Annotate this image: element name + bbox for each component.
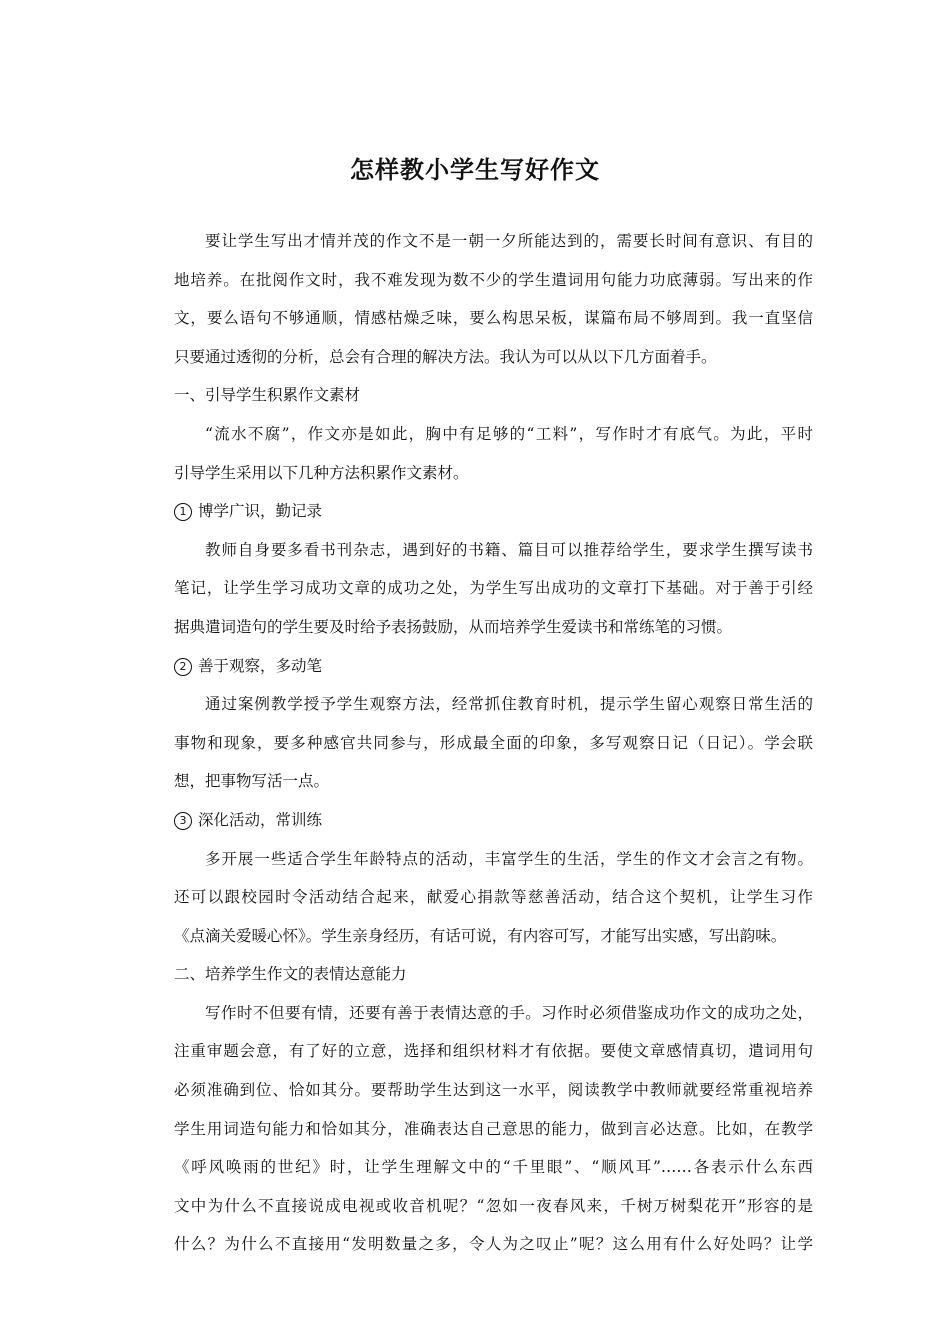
text-line: 文，要么语句不够通顺，情感枯燥乏味，要么构思呆板，谋篇布局不够周到。我一直坚信 <box>174 309 813 328</box>
text-line: 文中为什么不直接说成电视或收音机呢？“忽如一夜春风来，千树万树梨花开”形容的是 <box>174 1196 813 1215</box>
text-line: 通过案例教学授予学生观察方法，经常抓住教育时机，提示学生留心观察日常生活的 <box>205 695 813 714</box>
text-line: 引导学生采用以下几种方法积累作文素材。 <box>174 463 469 482</box>
paragraph-activities <box>143 840 813 956</box>
text-line: 《点滴关爱暖心怀》。学生亲身经历，有话可说，有内容可写，才能写出实感，写出韵味。 <box>174 926 787 945</box>
subheading-1 <box>143 492 813 531</box>
text-line: 《呼风唤雨的世纪》时，让学生理解文中的“千里眼”、“顺风耳”……各表示什么东西 <box>174 1158 813 1177</box>
subheading-text: 深化活动，常训练 <box>198 810 323 829</box>
text-line: “流水不腐”，作文亦是如此，胸中有足够的“工料”，写作时才有底气。为此，平时 <box>205 424 813 443</box>
circled-number: 2 <box>174 658 192 676</box>
document-body <box>143 222 813 1264</box>
text-line: 要让学生写出才情并茂的作文不是一朝一夕所能达到的，需要长时间有意识、有目的 <box>205 232 813 250</box>
section-heading-2: 二、培养学生作文的表情达意能力 <box>174 965 407 984</box>
paragraph-accumulate <box>143 415 813 492</box>
text-line: 想，把事物写活一点。 <box>174 772 330 791</box>
subheading-3 <box>143 801 813 840</box>
text-line: 注重审题会意，有了好的立意，选择和组织材料才有依据。要使文章感情真切，遣词用句 <box>174 1042 813 1061</box>
document-title: 怎样教小学生写好作文 <box>350 155 600 184</box>
text-line: 必须准确到位、恰如其分。要帮助学生达到这一水平，阅读教学中教师就要经常重视培养 <box>174 1081 813 1100</box>
text-line: 地培养。在批阅作文时，我不难发现为数不少的学生遣词用句能力功底薄弱。写出来的作 <box>174 270 813 289</box>
paragraph-expression <box>143 994 813 1264</box>
text-line: 只要通过透彻的分析，总会有合理的解决方法。我认为可以从以下几方面着手。 <box>174 347 717 366</box>
text-line: 写作时不但要有情，还要有善于表情达意的手。习作时必须借鉴成功作文的成功之处， <box>205 1003 813 1022</box>
paragraph-reading <box>143 531 813 647</box>
text-line: 还可以跟校园时令活动结合起来，献爱心捐款等慈善活动，结合这个契机，让学生习作 <box>174 888 813 907</box>
text-line: 笔记，让学生学习成功文章的成功之处，为学生写出成功的文章打下基础。对于善于引经 <box>174 579 813 598</box>
text-line: 学生用词造句能力和恰如其分，准确表达自己意思的能力，做到言必达意。比如，在教学 <box>174 1119 813 1138</box>
text-line: 教师自身要多看书刊杂志，遇到好的书籍、篇目可以推荐给学生，要求学生撰写读书 <box>205 540 813 559</box>
text-line: 据典遣词造句的学生要及时给予表扬鼓励，从而培养学生爱读书和常练笔的习惯。 <box>174 617 733 636</box>
subheading-2 <box>143 647 813 686</box>
subheading-text: 善于观察，多动笔 <box>198 656 323 675</box>
circled-number: 1 <box>174 503 192 521</box>
text-line: 什么？为什么不直接用“发明数量之多，令人为之叹止”呢？这么用有什么好处吗？让学 <box>174 1235 813 1254</box>
section-heading-1: 一、引导学生积累作文素材 <box>174 386 361 405</box>
text-line: 事物和现象，要多种感官共同参与，形成最全面的印象，多写观察日记（日记）。学会联 <box>174 733 813 752</box>
paragraph-intro <box>143 222 813 376</box>
paragraph-observe <box>143 685 813 801</box>
circled-number: 3 <box>174 812 192 830</box>
subheading-text: 博学广识，勤记录 <box>198 502 323 521</box>
text-line: 多开展一些适合学生年龄特点的活动，丰富学生的生活，学生的作文才会言之有物。 <box>205 849 813 868</box>
